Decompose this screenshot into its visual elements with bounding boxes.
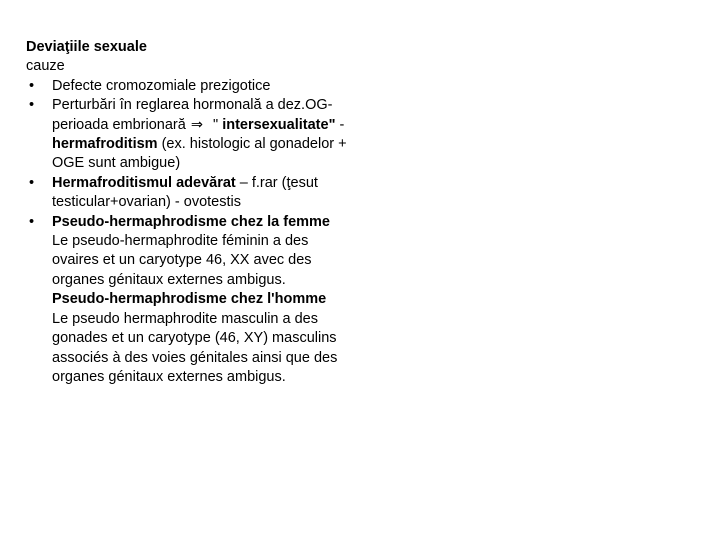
slide-subtitle: cauze <box>26 58 65 75</box>
bullet-list <box>26 77 356 388</box>
bullet-item-true-hermaphroditism <box>26 174 356 213</box>
bullet-icon: • <box>29 213 35 230</box>
bullet-rest-text: (ex. histologic al gonadelor + OGE sunt ambigue) <box>52 136 347 172</box>
bullet-item-chromosomal <box>26 77 356 96</box>
bullet-item-hormonal <box>26 96 356 174</box>
slide-title: Deviaţiile sexuale <box>26 39 147 55</box>
true-hermaphroditism-term: Hermafroditismul adevărat <box>52 174 236 191</box>
dash-text: - <box>335 116 345 133</box>
bullet-icon: • <box>29 174 35 191</box>
hermaphroditism-term: hermafroditism <box>52 136 158 153</box>
female-heading: Pseudo-hermaphrodisme chez la femme <box>52 213 330 230</box>
bullet-icon: • <box>29 77 35 94</box>
implies-arrow-icon: ⇒ <box>190 116 203 133</box>
bullet-item-pseudo-hermaphrodism <box>26 213 356 388</box>
slide-content <box>26 38 356 387</box>
bullet-text: Defecte cromozomiale prezigotice <box>52 77 271 94</box>
bullet-icon: • <box>29 97 35 114</box>
female-paragraph: Le pseudo-hermaphrodite féminin a des ovaires et un caryotype 46, XX avec des organes génitaux externes ambigus. <box>52 233 312 288</box>
male-heading: Pseudo-hermaphrodisme chez l'homme <box>52 291 327 308</box>
intersexuality-term: intersexualitate" <box>222 116 336 133</box>
male-paragraph: Le pseudo hermaphrodite masculin a des gonades et un caryotype (46, XY) masculins associés à des voies génitales ainsi que des organes génitaux externes ambigus. <box>52 310 338 385</box>
quote-open: " <box>208 116 219 133</box>
bullet-intro-text: Perturbări în reglarea hormonală a dez.OG-perioada embrionară <box>52 97 333 133</box>
bullet-rest-text: – f.rar (ţesut testicular+ovarian) - ovotestis <box>52 174 318 211</box>
